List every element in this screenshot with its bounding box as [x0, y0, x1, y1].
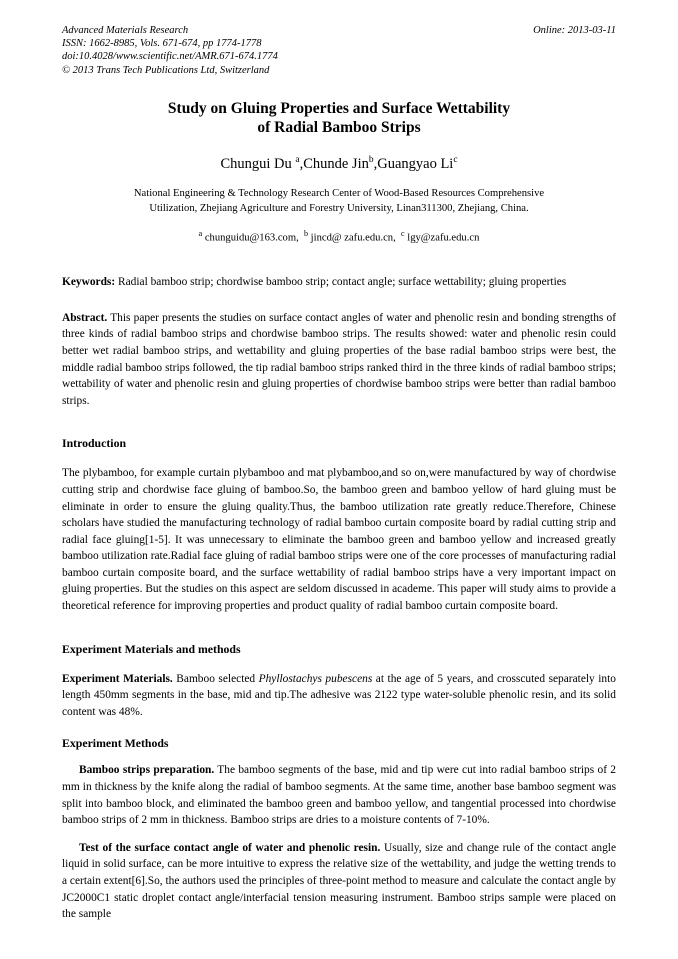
section-heading-introduction: Introduction	[62, 436, 127, 451]
contact-angle-test-label: Test of the surface contact angle of water and phenolic resin.	[79, 841, 381, 854]
email-marker-b: b	[304, 228, 309, 238]
copyright-line: © 2013 Trans Tech Publications Ltd, Switzerland	[62, 64, 270, 76]
abstract-block	[62, 310, 616, 410]
abstract-text: This paper presents the studies on surface contact angles of water and phenolic resin and bonding strengths of three kinds of radial bamboo strips and chordwise bamboo strips. The results showed: water and phenolic resin could better wet radial bamboo strips, and wettability and gluing properties of the base radial bamboo strips were best, the middle radial bamboo strips followed, the tip radial bamboo strips ranked third in the three kinds of radial bamboo strips; wettability of water and phenolic resin and gluing properties of chordwise bamboo strips were better than radial bamboo strips.	[62, 311, 616, 407]
author-sep-1: ,	[299, 155, 304, 172]
section-heading-experiment: Experiment Materials and methods	[62, 641, 241, 656]
experiment-materials-paragraph	[62, 671, 616, 721]
email-b[interactable]: jincd@ zafu.edu.cn,	[308, 232, 396, 244]
author-3-name: Guangyao Li	[377, 155, 454, 172]
email-marker-a: a	[198, 228, 203, 238]
keywords-label: Keywords:	[62, 276, 116, 289]
author-2-name: Chunde Jin	[303, 155, 369, 172]
section-heading-experiment-methods: Experiment Methods	[62, 736, 169, 751]
bamboo-strips-preparation-label: Bamboo strips preparation.	[79, 764, 215, 777]
bamboo-strips-preparation-text: The bamboo segments of the base, mid and tip were cut into radial bamboo strips of 2 mm in thickness by the knife along the radial of bamboo segments. At the same time, another base bamboo segment was split into bamboo block, and eliminated the bamboo green and bamboo yellow, and tangential processed into chordwise bamboo strips of 2 mm in thickness. Bamboo strips are dries to a moisture contents of 7-10%.	[62, 764, 616, 827]
author-1-name: Chungui Du	[220, 155, 296, 172]
abstract-label: Abstract.	[62, 311, 108, 324]
experiment-materials-label: Experiment Materials.	[62, 672, 173, 685]
issn-line: ISSN: 1662-8985, Vols. 671-674, pp 1774-1778	[62, 38, 262, 50]
affiliation-block	[62, 186, 616, 217]
author-2-affiliation-marker: b	[368, 154, 374, 165]
bamboo-strips-preparation-paragraph	[62, 762, 616, 828]
email-marker-c: c	[401, 228, 405, 238]
email-c[interactable]: lgy@zafu.edu.cn	[404, 232, 480, 244]
journal-name: Advanced Materials Research	[62, 25, 189, 36]
online-date: Online: 2013-03-11	[533, 25, 616, 36]
contact-angle-test-paragraph	[62, 840, 616, 923]
page-header	[62, 24, 616, 77]
page-title	[62, 99, 616, 137]
contact-angle-test-text: Usually, size and change rule of the contact angle liquid in solid surface, can be more intuitive to express the relative size of the wettability, and judge the wetting trends to a certain extent[6].So, the authors used the principles of three-point method to measure and calculate the contact angle by JC2000C1 static droplet contact angle/interfacial tension measuring instrument. Bamboo strips sample were placed on the sample	[62, 841, 616, 921]
keywords-text: Radial bamboo strip; chordwise bamboo strip; contact angle; surface wettability; gluing properties	[115, 276, 567, 289]
title-line-1: Study on Gluing Properties and Surface Wettability	[167, 99, 511, 117]
author-list	[62, 151, 616, 173]
author-sep-2: ,	[373, 155, 378, 172]
doi-line: doi:10.4028/www.scientific.net/AMR.671-674.1774	[62, 51, 278, 63]
affiliation-line-2: Utilization, Zhejiang Agriculture and Forestry University, Linan311300, Zhejiang, China.	[149, 203, 529, 215]
materials-text-part-1: Bamboo selected	[172, 672, 259, 685]
materials-text-part-2: at the age of 5 years, and crosscuted separately into length 450mm segments in the base, mid and tip.The adhesive was 2122 type water-soluble phenolic resin, and its solid content was 48%.	[62, 672, 616, 718]
title-line-2: of Radial Bamboo Strips	[257, 118, 421, 136]
author-1-affiliation-marker: a	[295, 154, 300, 165]
keywords-block	[62, 275, 616, 290]
header-left-block	[62, 24, 482, 77]
introduction-paragraph: The plybamboo, for example curtain plybamboo and mat plybamboo,and so on,were manufactured by way of chordwise cutting strip and chordwise face gluing of bamboo.So, the bamboo green and bamboo yellow of hard gluing must be eliminate in order to ensure the gluing quality.Thus, the bamboo utilization rate greatly reduce.Therefore, Chinese scholars have studied the manufacturing technology of radial bamboo curtain composite board by radial cutting strip and radial face gluing[1-5]. It was unnecessary to eliminate the bamboo green and bamboo yellow and increased greatly bamboo utilization rate.Radial face gluing of radial bamboo strips were one of the core processes of manufacturing radial bamboo curtain composite board, and the surface wettability of radial bamboo strips have a very important impact on gluing properties. But the studies on this aspect are seldom discussed in academe. This paper will study aims to provide a theoretical reference for improving properties and product quality of radial bamboo curtain composite board.	[62, 467, 616, 613]
email-a[interactable]: chunguidu@163.com,	[202, 232, 299, 244]
author-3-affiliation-marker: c	[453, 154, 458, 165]
species-name: Phyllostachys pubescens	[258, 672, 373, 685]
affiliation-line-1: National Engineering & Technology Research Center of Wood-Based Resources Comprehensive	[133, 187, 545, 199]
author-emails	[62, 226, 616, 246]
